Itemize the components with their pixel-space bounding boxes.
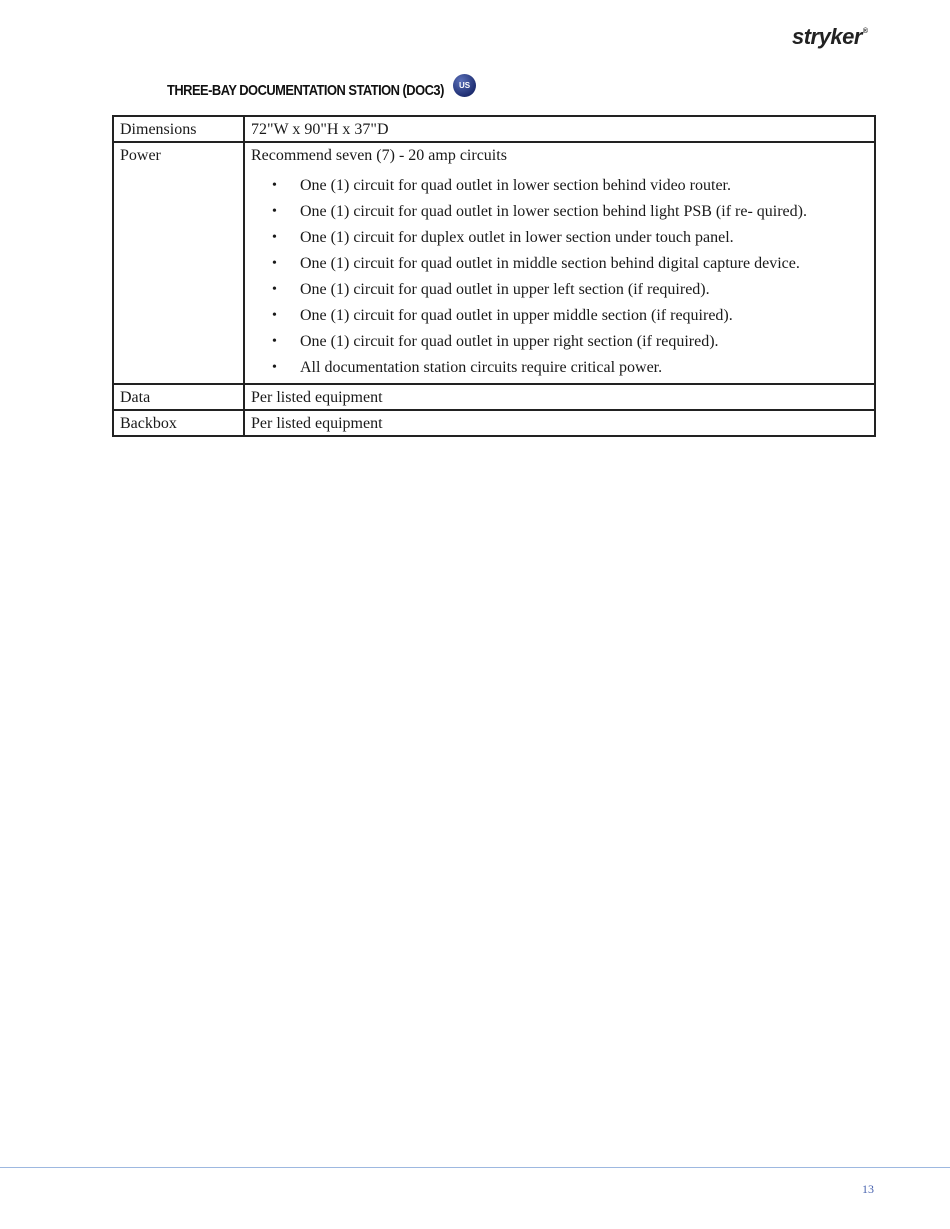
specification-table — [112, 115, 876, 437]
logo-wordmark: stryker — [792, 24, 862, 49]
table-row-power — [113, 142, 875, 384]
row-value: 72"W x 90"H x 37"D — [244, 116, 875, 142]
list-item: • One (1) circuit for quad outlet in lower section behind video router. — [300, 175, 868, 197]
row-value: Recommend seven (7) - 20 amp circuits — [251, 147, 507, 164]
list-item: • One (1) circuit for quad outlet in upper right section (if required). — [300, 331, 868, 353]
power-circuit-list — [251, 175, 868, 379]
list-item: • All documentation station circuits require critical power. — [300, 357, 868, 379]
list-item: • One (1) circuit for quad outlet in lower section behind light PSB (if re- quired). — [300, 201, 868, 223]
us-region-badge: US — [453, 74, 476, 97]
table-row-data — [113, 384, 875, 410]
row-value: Per listed equipment — [244, 410, 875, 436]
section-title: THREE-BAY DOCUMENTATION STATION (DOC3) — [167, 82, 444, 99]
row-label: Dimensions — [113, 116, 244, 142]
row-label: Power — [113, 142, 244, 384]
list-item: • One (1) circuit for quad outlet in upper left section (if required). — [300, 279, 868, 301]
page-number: 13 — [862, 1182, 874, 1196]
table-row-backbox — [113, 410, 875, 436]
list-item: • One (1) circuit for quad outlet in middle section behind digital capture device. — [300, 253, 868, 275]
row-value: Per listed equipment — [244, 384, 875, 410]
section-header — [167, 76, 489, 99]
row-label: Data — [113, 384, 244, 410]
table-row-dimensions — [113, 116, 875, 142]
registered-mark: ® — [862, 28, 868, 35]
row-value-cell — [244, 142, 875, 384]
row-label: Backbox — [113, 410, 244, 436]
list-item: • One (1) circuit for duplex outlet in lower section under touch panel. — [300, 227, 868, 249]
footer-divider — [0, 1167, 950, 1168]
list-item: • One (1) circuit for quad outlet in upper middle section (if required). — [300, 305, 868, 327]
stryker-logo — [792, 24, 868, 50]
